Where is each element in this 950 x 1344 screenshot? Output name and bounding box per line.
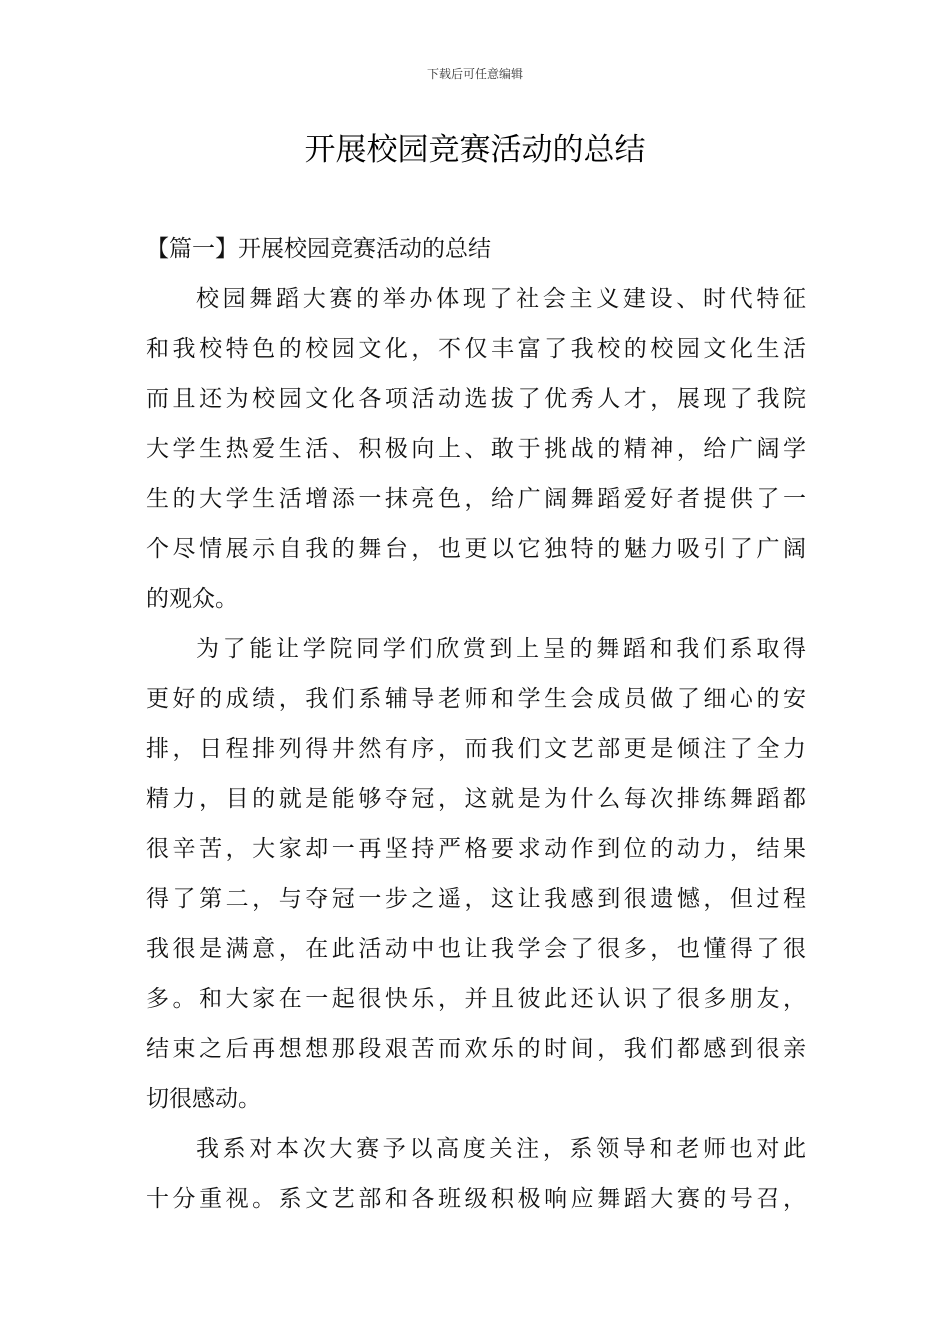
paragraph-line: 为了能让学院同学们欣赏到上呈的舞蹈和我们系取得 [196, 636, 806, 662]
paragraph-line: 很辛苦，大家却一再坚持严格要求动作到位的动力，结果 [146, 836, 806, 862]
paragraph-line: 十分重视。系文艺部和各班级积极响应舞蹈大赛的号召， [146, 1186, 806, 1212]
document-body [146, 224, 806, 1224]
paragraph-2 [146, 624, 806, 1124]
paragraph-line: 结束之后再想想那段艰苦而欢乐的时间，我们都感到很亲 [146, 1036, 806, 1062]
paragraph-line: 的观众。 [146, 586, 238, 612]
paragraph-line: 校园舞蹈大赛的举办体现了社会主义建设、时代特征 [196, 286, 806, 312]
paragraph-1 [146, 274, 806, 624]
paragraph-line: 个尽情展示自我的舞台，也更以它独特的魅力吸引了广阔 [146, 536, 806, 562]
paragraph-line: 切很感动。 [146, 1086, 261, 1112]
paragraph-line: 我系对本次大赛予以高度关注，系领导和老师也对此 [196, 1136, 806, 1162]
paragraph-line: 而且还为校园文化各项活动选拔了优秀人才，展现了我院 [146, 386, 806, 412]
paragraph-line: 排，日程排列得井然有序，而我们文艺部更是倾注了全力 [146, 736, 806, 762]
page-header-note: 下载后可任意编辑 [426, 67, 523, 81]
paragraph-line: 我很是满意，在此活动中也让我学会了很多，也懂得了很 [146, 936, 806, 962]
document-title: 开展校园竞赛活动的总结 [304, 132, 646, 168]
section-heading: 【篇一】开展校园竞赛活动的总结 [146, 236, 491, 262]
paragraph-line: 多。和大家在一起很快乐，并且彼此还认识了很多朋友， [146, 986, 806, 1012]
paragraph-line: 生的大学生活增添一抹亮色，给广阔舞蹈爱好者提供了一 [146, 486, 806, 512]
paragraph-3 [146, 1124, 806, 1224]
paragraph-line: 和我校特色的校园文化，不仅丰富了我校的校园文化生活 [146, 336, 806, 362]
paragraph-line: 精力，目的就是能够夺冠，这就是为什么每次排练舞蹈都 [146, 786, 806, 812]
paragraph-line: 更好的成绩，我们系辅导老师和学生会成员做了细心的安 [146, 686, 806, 712]
paragraph-line: 得了第二，与夺冠一步之遥，这让我感到很遗憾，但过程 [146, 886, 806, 912]
paragraph-line: 大学生热爱生活、积极向上、敢于挑战的精神，给广阔学 [146, 436, 806, 462]
